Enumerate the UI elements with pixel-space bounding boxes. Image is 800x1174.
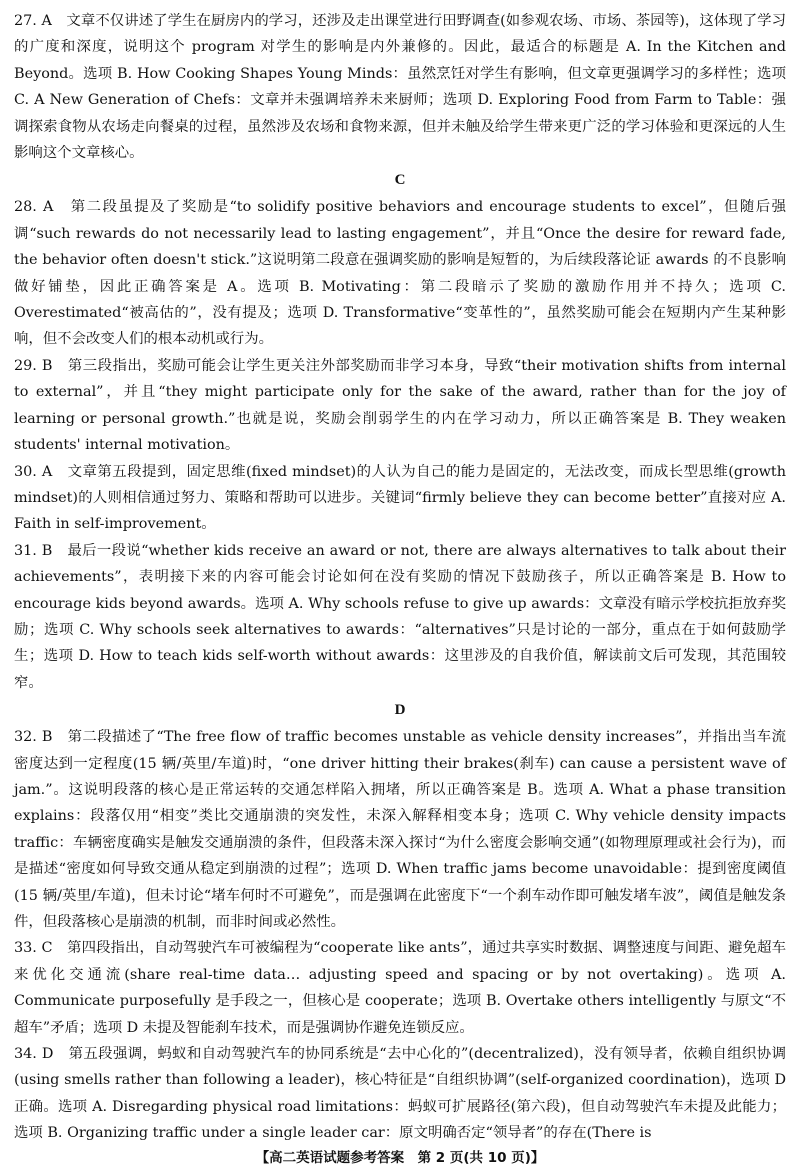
answer-33: 33. C 第四段指出，自动驾驶汽车可被编程为“cooperate like ants”，通过共享实时数据、调整速度与间距、避免超车来优化交通流(share real-time data… adjusting speed and spacing or by not overtaking)。选项 A. Communicate purposefully 是手段之一，但核心是 cooperate；选项 B. Overtake others intelligently 与原文“不超车”矛盾；选项 D 未提及智能刹车技术，而是强调协作避免连锁反应。 xyxy=(14,940,786,1036)
answer-32: 32. B 第二段描述了“The free flow of traffic becomes unstable as vehicle density increases”，并指出当车流密度达到一定程度(15 辆/英里/车道)时，“one driver hitting their brakes(刹车) can cause a persistent wave of jam.”。这说明段落的核心是正常运转的交通怎样陷入拥堵，所以正确答案是 B。选项 A. What a phase transition explains：段落仅用“相变”类比交通崩溃的突发性，未深入解释相变本身；选项 C. Why vehicle density impacts traffic：车辆密度确实是触发交通崩溃的条件，但段落未深入探讨“为什么密度会影响交通”(如物理原理或社会行为)，而是描述“密度如何导致交通从稳定到崩溃的过程”；选项 D. When traffic jams become unavoidable：提到密度阈值(15 辆/英里/车道)，但未讨论“堵车何时不可避免”，而是强调在此密度下“一个刹车动作即可触发堵车波”，阈值是触发条件，但段落核心是崩溃的机制，而非时间或必然性。 xyxy=(14,729,786,930)
answer-29: 29. B 第三段指出，奖励可能会让学生更关注外部奖励而非学习本身，导致“their motivation shifts from internal to external”，并且“they might participate only for the sake of the award, rather than for the joy of learning or personal growth.”也就是说，奖励会削弱学生的内在学习动力，所以正确答案是 B. They weaken students' internal motivation。 xyxy=(14,357,786,454)
answer-30: 30. A 文章第五段提到，固定思维(fixed mindset)的人认为自己的能力是固定的，无法改变，而成长型思维(growth mindset)的人则相信通过努力、策略和帮助可以进步。关键词“firmly believe they can become better”直接对应 A. Faith in self-improvement。 xyxy=(14,463,786,533)
answer-31: 31. B 最后一段说“whether kids receive an award or not, there are always alternatives to talk about their achievements”，表明接下来的内容可能会讨论如何在没有奖励的情况下鼓励孩子，所以正确答案是 B. How to encourage kids beyond awards。选项 A. Why schools refuse to give up awards：文章没有暗示学校抗拒放弃奖励；选项 C. Why schools seek alternatives to awards：“alternatives”只是讨论的一部分，重点在于如何鼓励学生；选项 D. How to teach kids self-worth without awards：这里涉及的自我价值，解读前文后可发现，其范围较窄。 xyxy=(14,542,786,691)
answer-27: 27. A 文章不仅讲述了学生在厨房内的学习，还涉及走出课堂进行田野调查(如参观农场、市场、茶园等)，这体现了学习的广度和深度，说明这个 program 对学生的影响是内外兼修的。因此，最适合的标题是 A. In the Kitchen and Beyond。选项 B. How Cooking Shapes Young Minds：虽然烹饪对学生有影响，但文章更强调学习的多样性；选项 C. A New Generation of Chefs：文章并未强调培养未来厨师；选项 D. Exploring Food from Farm to Table：强调探索食物从农场走向餐桌的过程，虽然涉及农场和食物来源，但并未触及给学生带来更广泛的学习体验和更深远的人生影响这个文章核心。 xyxy=(14,13,786,162)
page-footer: 【高二英语试题参考答案 第 2 页(共 10 页)】 xyxy=(255,1150,545,1166)
answer-28: 28. A 第二段虽提及了奖励是“to solidify positive behaviors and encourage students to excel”，但随后强调“such rewards do not necessarily lead to lasting engagement”，并且“Once the desire for reward fade, the behavior often doesn't stick.”这说明第二段意在强调奖励的影响是短暂的，为后续段落论证 awards 的不良影响做好铺垫，因此正确答案是 A。选项 B. Motivating：第二段暗示了奖励的激励作用并不持久；选项 C. Overestimated“被高估的”，没有提及；选项 D. Transformative“变革性的”，虽然奖励可能会在短期内产生某种影响，但不会改变人们的根本动机或行为。 xyxy=(14,199,786,348)
section-heading-c: C xyxy=(394,172,406,189)
answer-34: 34. D 第五段强调，蚂蚁和自动驾驶汽车的协同系统是“去中心化的”(decentralized)，没有领导者，依赖自组织协调(using smells rather than following a leader)，核心特征是“自组织协调”(self-organized coordination)，选项 D 正确。选项 A. Disregarding physical road limitations：蚂蚁可扩展路径(第六段)，但自动驾驶汽车未提及此能力；选项 B. Organizing traffic under a single leader car：原文明确否定“领导者”的存在(There is xyxy=(14,1046,786,1142)
section-heading-d: D xyxy=(394,702,406,719)
